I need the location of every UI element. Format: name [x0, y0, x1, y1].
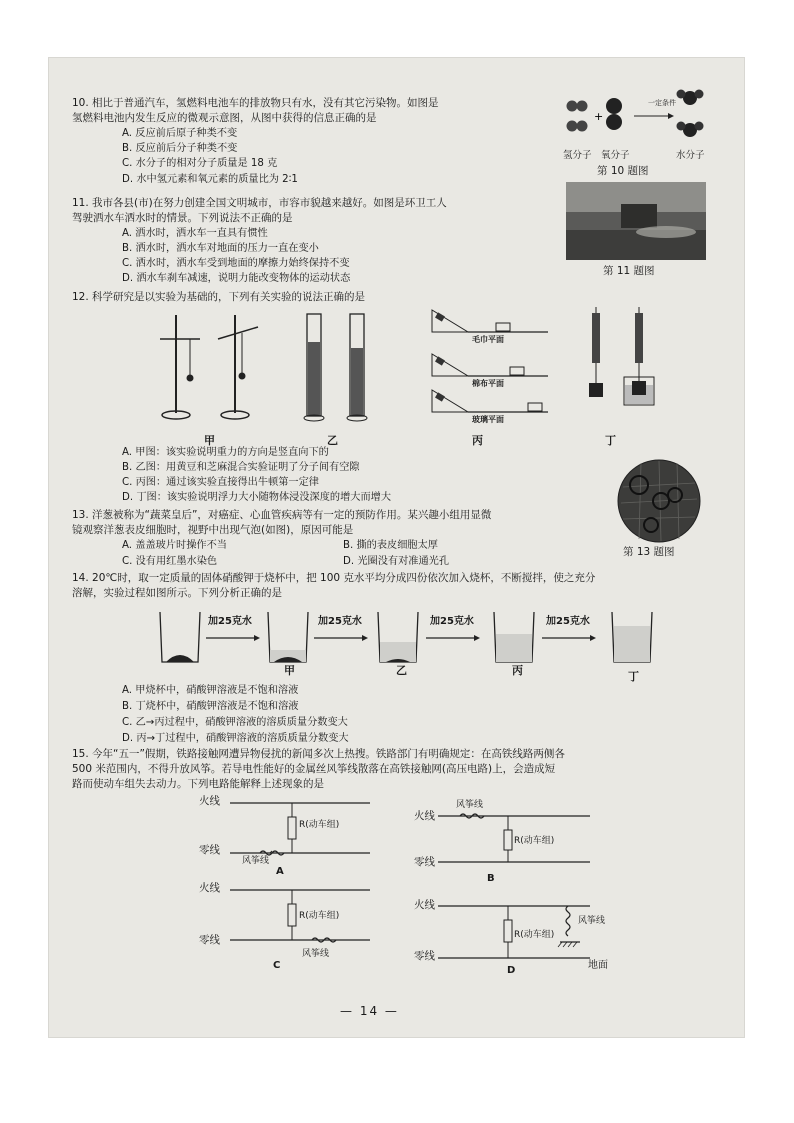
q13-caption: 第 13 题图 — [623, 546, 675, 558]
q15-a-load-label: R(动车组) — [299, 820, 340, 830]
q15-d-ground-label: 地面 — [588, 960, 608, 971]
q10-option-d: D. 水中氢元素和氧元素的质量比为 2∶1 — [122, 174, 298, 185]
q14-stem-line2: 溶解，实验过程如图所示。下列分析正确的是 — [72, 587, 282, 599]
q11-option-c: C. 洒水时，洒水车受到地面的摩擦力始终保持不变 — [122, 258, 350, 269]
q12-fig-yi-cylinders — [295, 310, 375, 425]
q15-a-neutral-label: 零线 — [199, 844, 220, 856]
q12-option-d: D. 丁图：该实验说明浮力大小随物体浸没深度的增大而增大 — [122, 492, 392, 503]
q11-option-d: D. 洒水车刹车减速，说明力能改变物体的运动状态 — [122, 273, 351, 284]
q12-label-bing: 丙 — [472, 434, 483, 447]
q11-stem-line2: 驾驶洒水车洒水时的情景。下列说法不正确的是 — [72, 212, 293, 224]
q12-option-b: B. 乙图：用黄豆和芝麻混合实验证明了分子间有空隙 — [122, 462, 360, 473]
q14-step-label-2: 加25克水 — [318, 616, 362, 627]
q15-circuit-c — [200, 886, 370, 956]
water-molecules-icon — [677, 90, 704, 138]
q12-stem: 12. 科学研究是以实验为基础的，下列有关实验的说法正确的是 — [72, 291, 366, 303]
oxygen-molecule-icon — [606, 98, 622, 130]
svg-text:+: + — [594, 110, 604, 123]
q15-c-load-label: R(动车组) — [299, 911, 340, 921]
q15-circuit-d-label: D — [507, 965, 516, 976]
beaker-start-icon — [160, 612, 200, 662]
q12-option-c: C. 丙图：通过该实验直接得出牛顿第一定律 — [122, 477, 319, 488]
q10-stem-line1: 10. 相比于普通汽车，氢燃料电池车的排放物只有水，没有其它污染物。如图是 — [72, 97, 439, 109]
q14-beaker-label-ding: 丁 — [628, 670, 639, 683]
q15-stem-line2: 500 米范围内，不得升放风筝。若导电性能好的金属丝风筝线散落在高铁接触网(高压电路)上，会造成短 — [72, 763, 556, 775]
q10-caption: 第 10 题图 — [597, 165, 649, 177]
q15-circuit-a — [200, 795, 370, 865]
q14-option-a: A. 甲烧杯中，硝酸钾溶液是不饱和溶液 — [122, 685, 299, 696]
q12-surface-towel: 毛巾平面 — [472, 335, 504, 344]
q11-option-b: B. 洒水时，洒水车对地面的压力一直在变小 — [122, 243, 319, 254]
q15-d-live-label: 火线 — [414, 899, 435, 911]
q10-h2-label: 氢分子 — [563, 150, 592, 161]
q14-step-label-1: 加25克水 — [208, 616, 252, 627]
q10-option-c: C. 水分子的相对分子质量是 18 克 — [122, 158, 278, 169]
q11-caption: 第 11 题图 — [603, 265, 655, 277]
q13-option-a: A. 盖盖玻片时操作不当 — [122, 540, 227, 551]
q12-fig-jia-plumb-line — [140, 305, 260, 430]
q14-option-c: C. 乙→丙过程中，硝酸钾溶液的溶质质量分数变大 — [122, 717, 348, 728]
q15-c-kite-label: 风筝线 — [302, 949, 330, 959]
q10-stem-line2: 氢燃料电池内发生反应的微观示意图，从图中获得的信息正确的是 — [72, 112, 377, 124]
q13-option-c: C. 没有用红墨水染色 — [122, 556, 218, 567]
q10-o2-label: 氧分子 — [601, 150, 630, 161]
q11-sprinkler-truck-photo — [566, 182, 706, 260]
q14-option-d: D. 丙→丁过程中，硝酸钾溶液的溶质质量分数变大 — [122, 733, 349, 744]
q12-fig-ding-spring-scales — [580, 305, 660, 415]
q14-beaker-label-jia: 甲 — [284, 664, 295, 677]
q10-option-a: A. 反应前后原子种类不变 — [122, 128, 238, 139]
beaker-bing-icon — [494, 612, 534, 662]
q10-condition-label: 一定条件 — [648, 99, 676, 107]
q12-label-jia: 甲 — [204, 434, 215, 447]
q15-b-load-label: R(动车组) — [514, 836, 555, 846]
q15-circuit-b-label: B — [487, 873, 495, 884]
q13-option-b: B. 撕的表皮细胞太厚 — [343, 540, 438, 551]
q10-water-label: 水分子 — [676, 150, 705, 161]
beaker-jia-icon — [268, 612, 308, 662]
q15-b-live-label: 火线 — [414, 810, 435, 822]
q12-fig-bing-inclined-planes — [430, 304, 550, 429]
q14-option-b: B. 丁烧杯中，硝酸钾溶液是不饱和溶液 — [122, 701, 299, 712]
q12-label-ding: 丁 — [605, 434, 616, 447]
q13-stem-line1: 13. 洋葱被称为“蔬菜皇后”，对癌症、心血管疾病等有一定的预防作用。某兴趣小组用显微 — [72, 509, 492, 521]
q14-beaker-label-yi: 乙 — [396, 664, 407, 677]
q15-d-load-label: R(动车组) — [514, 930, 555, 940]
q13-stem-line2: 镜观察洋葱表皮细胞时，视野中出现气泡(如图)，原因可能是 — [72, 524, 354, 536]
q10-option-b: B. 反应前后分子种类不变 — [122, 143, 238, 154]
q15-b-neutral-label: 零线 — [414, 856, 435, 868]
q12-surface-cotton: 棉布平面 — [472, 379, 504, 388]
q14-beaker-label-bing: 丙 — [512, 664, 523, 677]
q15-c-live-label: 火线 — [199, 882, 220, 894]
q14-stem-line1: 14. 20℃时，取一定质量的固体硝酸钾于烧杯中，把 100 克水平均分成四份依次加入烧杯，不断搅拌，使之充分 — [72, 572, 596, 584]
q15-d-neutral-label: 零线 — [414, 950, 435, 962]
hydrogen-molecules-icon — [567, 101, 588, 132]
q14-step-label-3: 加25克水 — [430, 616, 474, 627]
page-number: — 14 — — [340, 1004, 399, 1018]
q15-circuit-b — [420, 800, 590, 870]
q12-option-a: A. 甲图：该实验说明重力的方向是竖直向下的 — [122, 447, 329, 458]
q11-option-a: A. 洒水时，洒水车一直具有惯性 — [122, 228, 268, 239]
q14-step-label-4: 加25克水 — [546, 616, 590, 627]
q15-circuit-c-label: C — [273, 960, 281, 971]
q15-b-kite-label: 风筝线 — [456, 800, 484, 810]
q15-circuit-a-label: A — [276, 866, 284, 877]
beaker-ding-icon — [612, 612, 652, 662]
q15-a-live-label: 火线 — [199, 795, 220, 807]
kite-line-icon — [566, 906, 570, 936]
q15-d-kite-label: 风筝线 — [578, 916, 606, 926]
q11-stem-line1: 11. 我市各县(市)在努力创建全国文明城市，市容市貌越来越好。如图是环卫工人 — [72, 197, 447, 209]
q15-a-kite-label: 风筝线 — [242, 856, 270, 866]
q13-microscope-field-photo — [617, 459, 701, 543]
q15-stem-line1: 15. 今年“五一”假期，铁路接触网遭异物侵扰的新闻多次上热搜。铁路部门有明确规定：在高铁线路两侧各 — [72, 748, 565, 760]
q12-label-yi: 乙 — [327, 434, 338, 447]
q15-stem-line3: 路而使动车组失去动力。下列电路能解释上述现象的是 — [72, 778, 324, 790]
q15-c-neutral-label: 零线 — [199, 934, 220, 946]
beaker-yi-icon — [378, 612, 418, 662]
q12-surface-glass: 玻璃平面 — [472, 415, 504, 424]
q13-option-d: D. 光圈没有对准通光孔 — [343, 556, 450, 567]
